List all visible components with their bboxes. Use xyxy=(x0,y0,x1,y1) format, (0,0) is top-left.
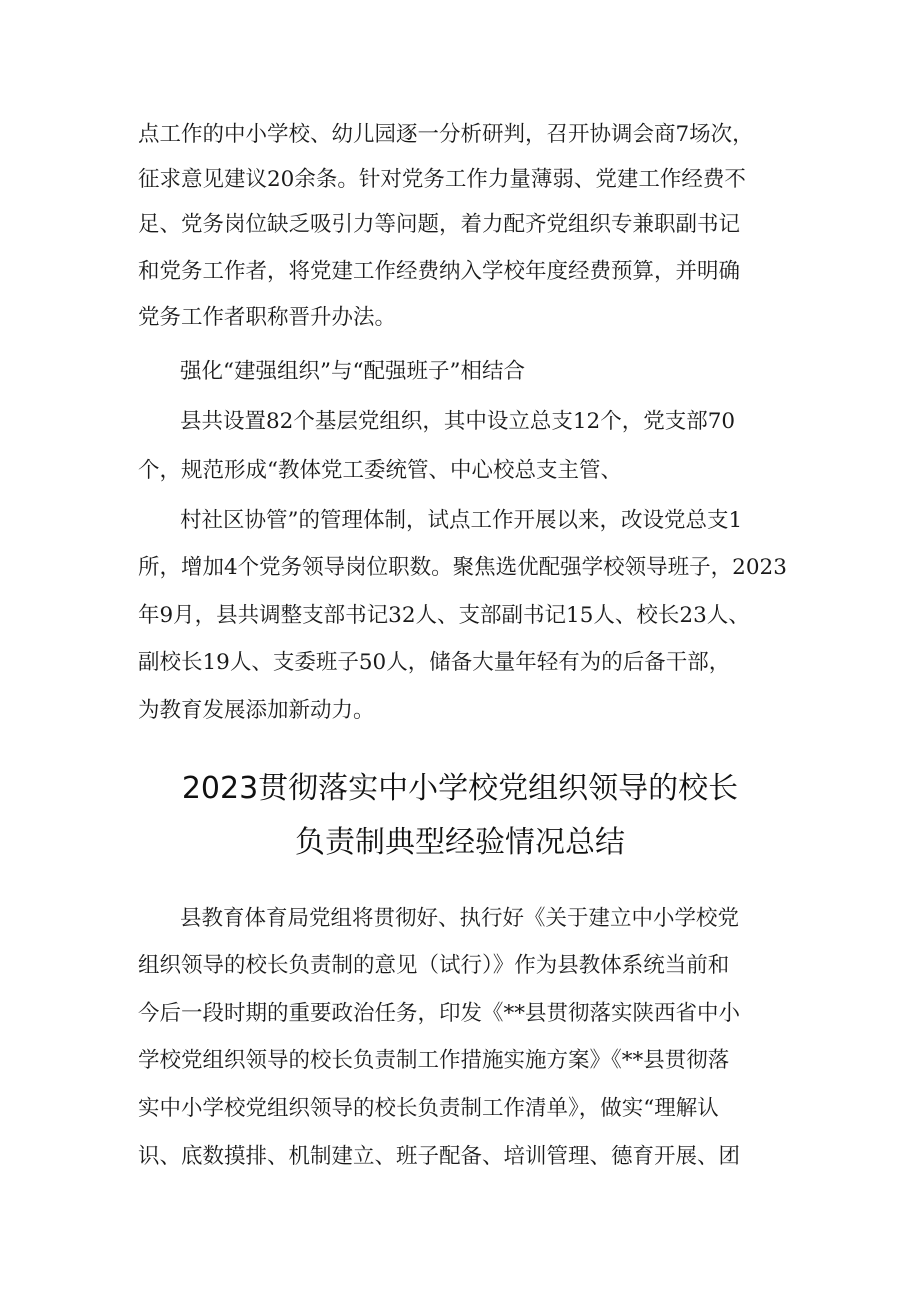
body-line: 今后一段时期的重要政治任务，印发《**县贯彻落实陕西省中小 xyxy=(138,1001,741,1026)
body-line: 所，增加4个党务领导岗位职数。聚焦选优配强学校领导班子，2023 xyxy=(138,555,787,580)
section-heading: 强化“建强组织”与“配强班子”相结合 xyxy=(180,359,525,384)
body-line: 年9月，县共调整支部书记32人、支部副书记15人、校长23人、 xyxy=(138,603,750,628)
body-line: 点工作的中小学校、幼儿园逐一分析研判，召开协调会商7场次， xyxy=(138,122,754,147)
body-line: 为教育发展添加新动力。 xyxy=(138,698,375,723)
body-line: 和党务工作者，将党建工作经费纳入学校年度经费预算，并明确 xyxy=(138,259,741,284)
body-line: 村社区协管”的管理体制，试点工作开展以来，改设党总支1 xyxy=(180,508,743,533)
body-line: 足、党务岗位缺乏吸引力等问题，着力配齐党组织专兼职副书记 xyxy=(138,212,741,237)
body-line: 党务工作者职称晋升办法。 xyxy=(138,305,397,330)
body-line: 县教育体育局党组将贯彻好、执行好《关于建立中小学校党 xyxy=(180,906,740,931)
body-line: 实中小学校党组织领导的校长负责制工作清单》，做实“理解认 xyxy=(138,1096,719,1121)
body-line: 县共设置82个基层党组织，其中设立总支12个，党支部70 xyxy=(180,409,736,434)
document-title-line-1: 2023贯彻落实中小学校党组织领导的校长 xyxy=(181,771,739,806)
body-line: 识、底数摸排、机制建立、班子配备、培训管理、德育开展、团 xyxy=(138,1144,741,1169)
body-line: 征求意见建议20余条。针对党务工作力量薄弱、党建工作经费不 xyxy=(138,167,746,192)
body-line: 组织领导的校长负责制的意见（试行）》作为县教体系统当前和 xyxy=(138,953,730,978)
document-title-line-2: 负责制典型经验情况总结 xyxy=(295,825,625,860)
body-line: 学校党组织领导的校长负责制工作措施实施方案》《**县贯彻落 xyxy=(138,1048,730,1073)
body-line: 个，规范形成“教体党工委统管、中心校总支主管、 xyxy=(138,458,622,483)
body-line: 副校长19人、支委班子50人，储备大量年轻有为的后备干部， xyxy=(138,650,731,675)
